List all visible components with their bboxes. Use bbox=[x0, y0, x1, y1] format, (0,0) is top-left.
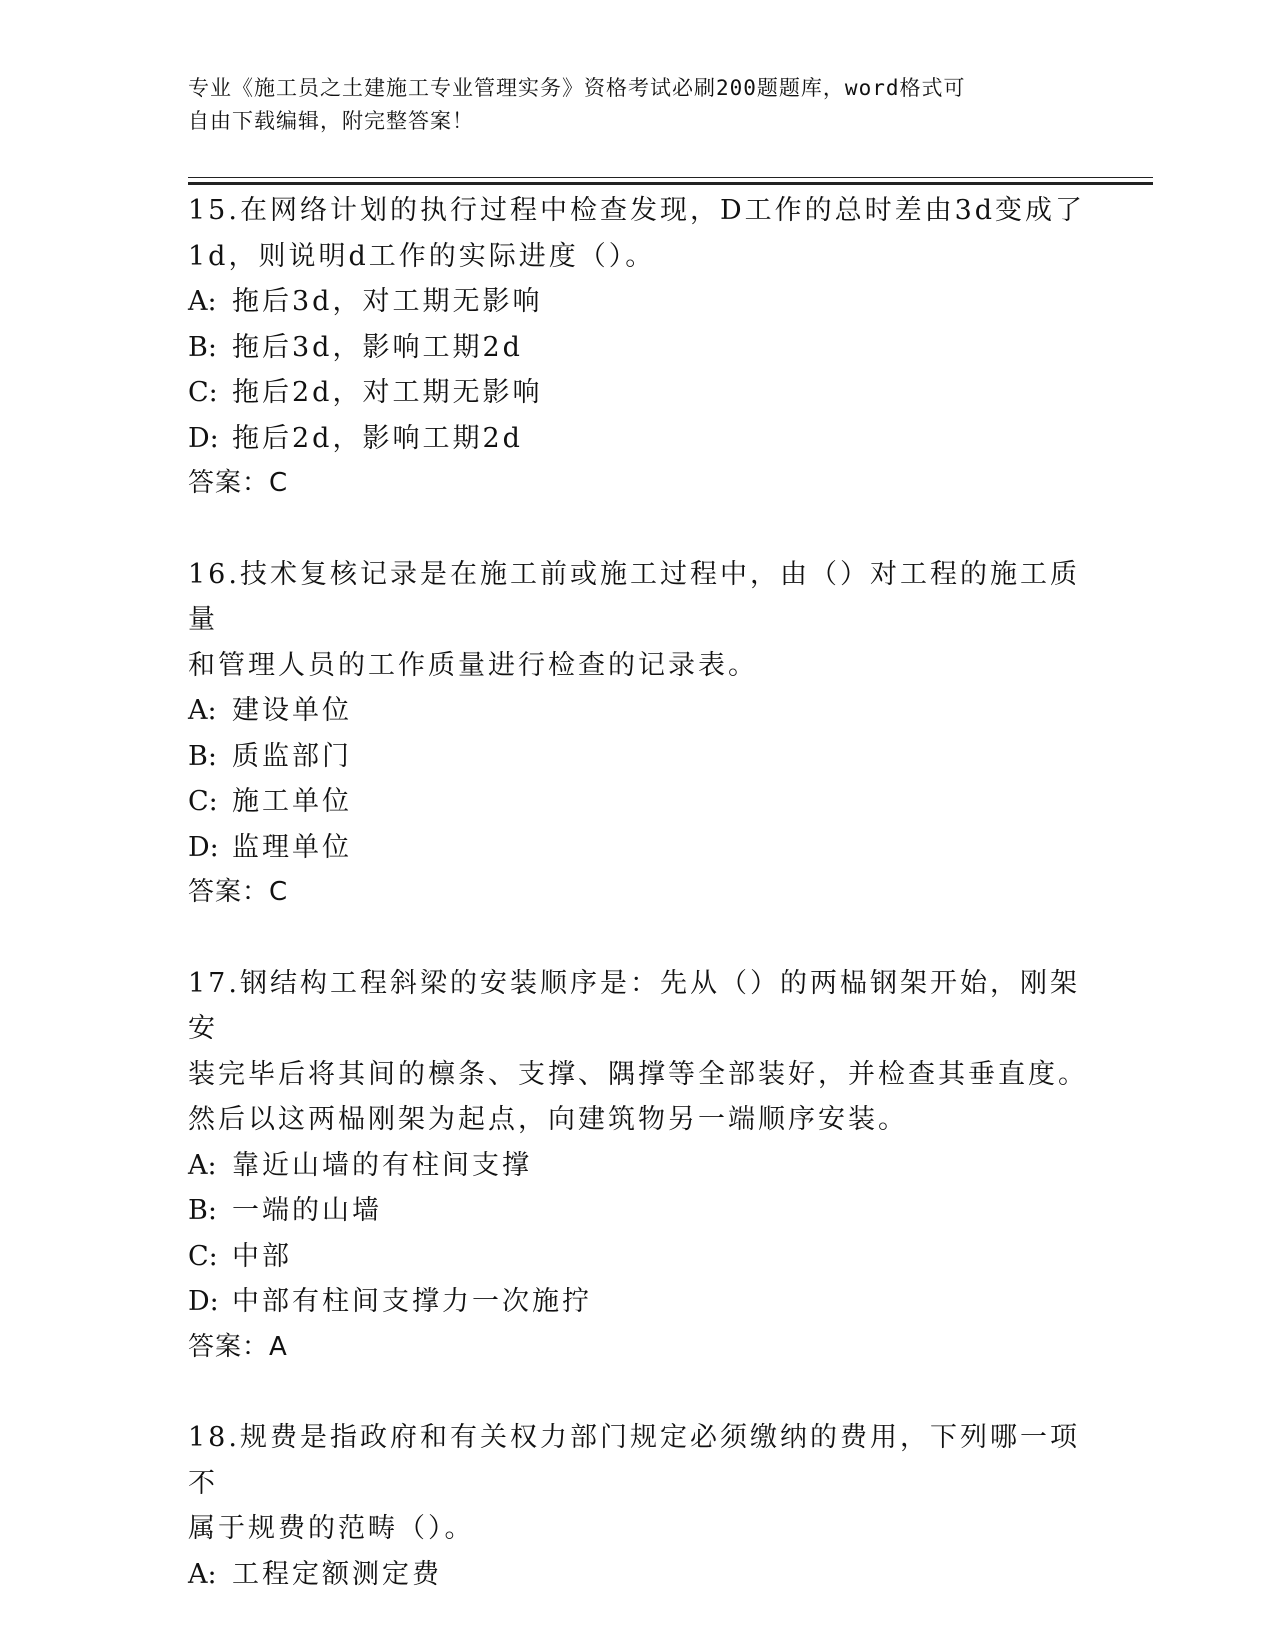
question-stem-line: 18.规费是指政府和有关权力部门规定必须缴纳的费用，下列哪一项不 bbox=[188, 1422, 1080, 1499]
header-divider-thick bbox=[188, 182, 1153, 185]
option-key: B: bbox=[188, 1195, 217, 1226]
option-c bbox=[188, 1234, 1088, 1280]
option-text: 质监部门 bbox=[232, 740, 352, 772]
option-text: 施工单位 bbox=[232, 786, 352, 817]
option-b bbox=[188, 325, 1088, 371]
question-stem-line: 1d，则说明d工作的实际进度（）。 bbox=[188, 240, 656, 272]
question-16 bbox=[188, 552, 1088, 916]
question-stem-line: 和管理人员的工作质量进行检查的记录表。 bbox=[188, 649, 758, 681]
option-b bbox=[188, 1188, 1088, 1234]
option-text: 中部 bbox=[232, 1240, 292, 1272]
option-a bbox=[188, 1552, 1088, 1598]
option-text: 拖后2d，影响工期2d bbox=[232, 422, 523, 454]
header-line-2: 自由下载编辑，附完整答案！ bbox=[188, 109, 474, 133]
answer-line: 答案：C bbox=[188, 468, 289, 498]
option-key: A: bbox=[188, 1149, 217, 1181]
question-stem-line: 属于规费的范畴（）。 bbox=[188, 1513, 475, 1544]
question-list bbox=[188, 188, 1088, 1642]
option-text: 拖后3d，对工期无影响 bbox=[232, 286, 543, 317]
option-text: 拖后2d，对工期无影响 bbox=[232, 377, 543, 408]
option-text: 靠近山墙的有柱间支撑 bbox=[232, 1149, 532, 1181]
answer-line: 答案：A bbox=[188, 1331, 288, 1362]
option-text: 一端的山墙 bbox=[232, 1195, 382, 1226]
option-a bbox=[188, 1143, 1088, 1189]
option-key: C: bbox=[188, 1240, 218, 1272]
option-key: A: bbox=[188, 286, 217, 317]
option-a bbox=[188, 688, 1088, 734]
question-stem-line: 然后以这两榀刚架为起点，向建筑物另一端顺序安装。 bbox=[188, 1104, 908, 1135]
option-a bbox=[188, 279, 1088, 325]
question-stem-line: 装完毕后将其间的檩条、支撑、隅撑等全部装好，并检查其垂直度。 bbox=[188, 1058, 1088, 1090]
option-key: D: bbox=[188, 422, 219, 454]
option-key: D: bbox=[188, 1286, 219, 1317]
option-text: 监理单位 bbox=[232, 831, 352, 863]
option-key: B: bbox=[188, 740, 217, 772]
option-d bbox=[188, 1279, 1088, 1325]
question-17 bbox=[188, 961, 1088, 1371]
option-d bbox=[188, 416, 1088, 462]
option-d bbox=[188, 825, 1088, 871]
option-key: C: bbox=[188, 377, 218, 408]
option-text: 工程定额测定费 bbox=[232, 1558, 442, 1590]
option-c bbox=[188, 779, 1088, 825]
header-line-1: 专业《施工员之土建施工专业管理实务》资格考试必刷200题题库，word格式可 bbox=[188, 76, 966, 100]
option-text: 中部有柱间支撑力一次施拧 bbox=[232, 1286, 592, 1317]
option-text: 建设单位 bbox=[232, 695, 352, 726]
option-key: B: bbox=[188, 331, 217, 363]
option-b bbox=[188, 734, 1088, 780]
option-key: A: bbox=[188, 695, 217, 726]
header-divider-thin bbox=[188, 177, 1153, 178]
question-stem-line: 15.在网络计划的执行过程中检查发现，D工作的总时差由3d变成了 bbox=[188, 195, 1086, 226]
document-header bbox=[188, 72, 1088, 138]
option-c bbox=[188, 370, 1088, 416]
question-18 bbox=[188, 1415, 1088, 1597]
question-stem-line: 16.技术复核记录是在施工前或施工过程中，由（）对工程的施工质量 bbox=[188, 558, 1080, 635]
option-text: 拖后3d，影响工期2d bbox=[232, 331, 523, 363]
option-key: C: bbox=[188, 786, 218, 817]
option-key: D: bbox=[188, 831, 219, 863]
question-15 bbox=[188, 188, 1088, 507]
option-key: A: bbox=[188, 1558, 217, 1590]
question-stem-line: 17.钢结构工程斜梁的安装顺序是：先从（）的两榀钢架开始，刚架安 bbox=[188, 967, 1080, 1044]
answer-line: 答案：C bbox=[188, 877, 289, 907]
